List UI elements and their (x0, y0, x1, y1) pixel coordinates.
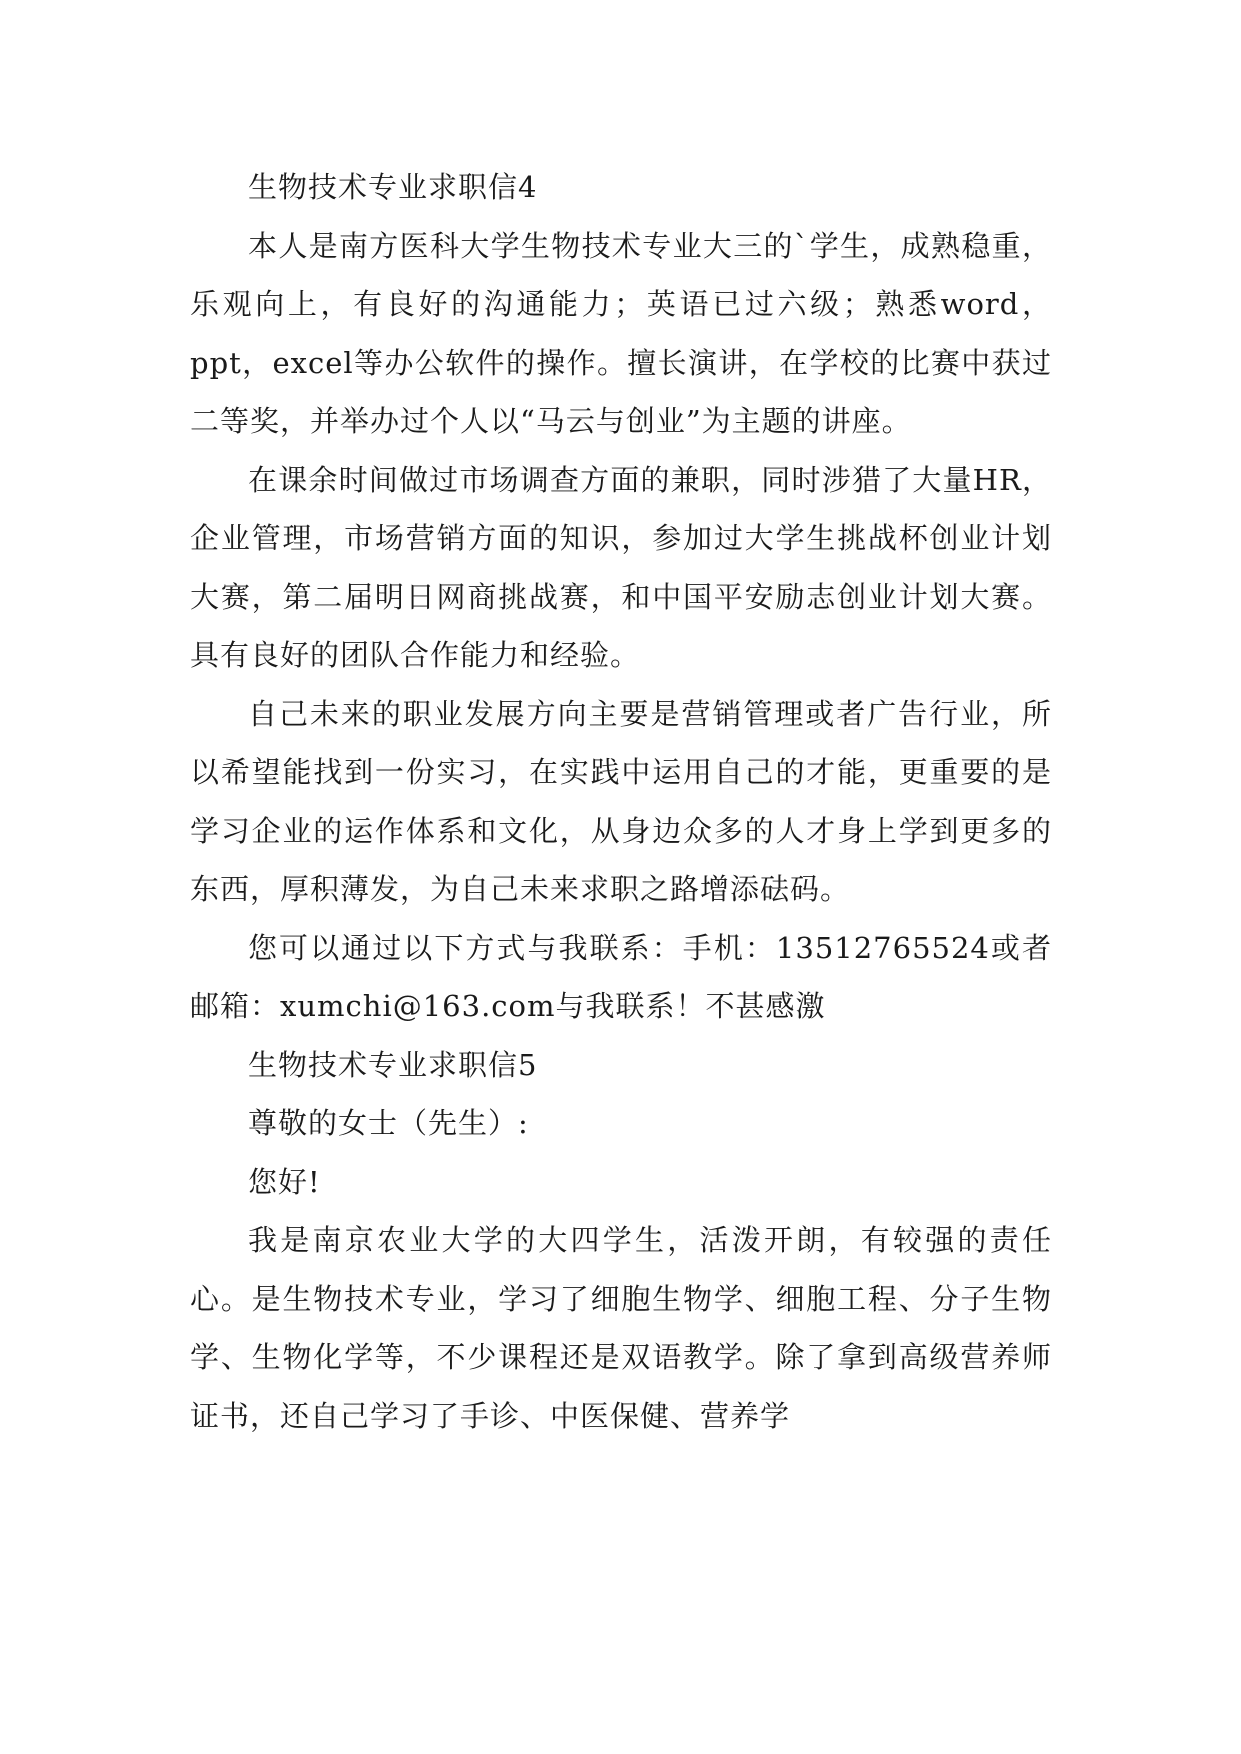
paragraph-introduction-letter-5: 我是南京农业大学的大四学生，活泼开朗，有较强的责任心。是生物技术专业，学习了细胞生物学、细胞工程、分子生物学、生物化学等，不少课程还是双语教学。除了拿到高级营养师证书，还自己学习了手诊、中医保健、营养学 (190, 1223, 1052, 1433)
document-body (190, 158, 1052, 1445)
greeting: 您好! (248, 1164, 321, 1199)
paragraph-experience: 在课余时间做过市场调查方面的兼职，同时涉猎了大量HR，企业管理，市场营销方面的知识，参加过大学生挑战杯创业计划大赛，第二届明日网商挑战赛，和中国平安励志创业计划大赛。具有良好的团队合作能力和经验。 (190, 462, 1052, 672)
paragraph-self-introduction: 本人是南方医科大学生物技术专业大三的`学生，成熟稳重，乐观向上，有良好的沟通能力；英语已过六级；熟悉word，ppt，excel等办公软件的操作。擅长演讲，在学校的比赛中获过二等奖，并举办过个人以“马云与创业”为主题的讲座。 (190, 228, 1052, 438)
salutation: 尊敬的女士（先生）: (248, 1106, 529, 1140)
section-heading-letter-5: 生物技术专业求职信5 (248, 1047, 538, 1082)
paragraph-career-goal: 自己未来的职业发展方向主要是营销管理或者广告行业，所以希望能找到一份实习，在实践中运用自己的才能，更重要的是学习企业的运作体系和文化，从身边众多的人才身上学到更多的东西，厚积薄发，为自己未来求职之路增添砝码。 (190, 696, 1052, 906)
section-heading-letter-4: 生物技术专业求职信4 (248, 170, 538, 204)
paragraph-contact: 您可以通过以下方式与我联系：手机：13512765524或者邮箱：xumchi@163.com与我联系！不甚感激 (190, 930, 1052, 1023)
